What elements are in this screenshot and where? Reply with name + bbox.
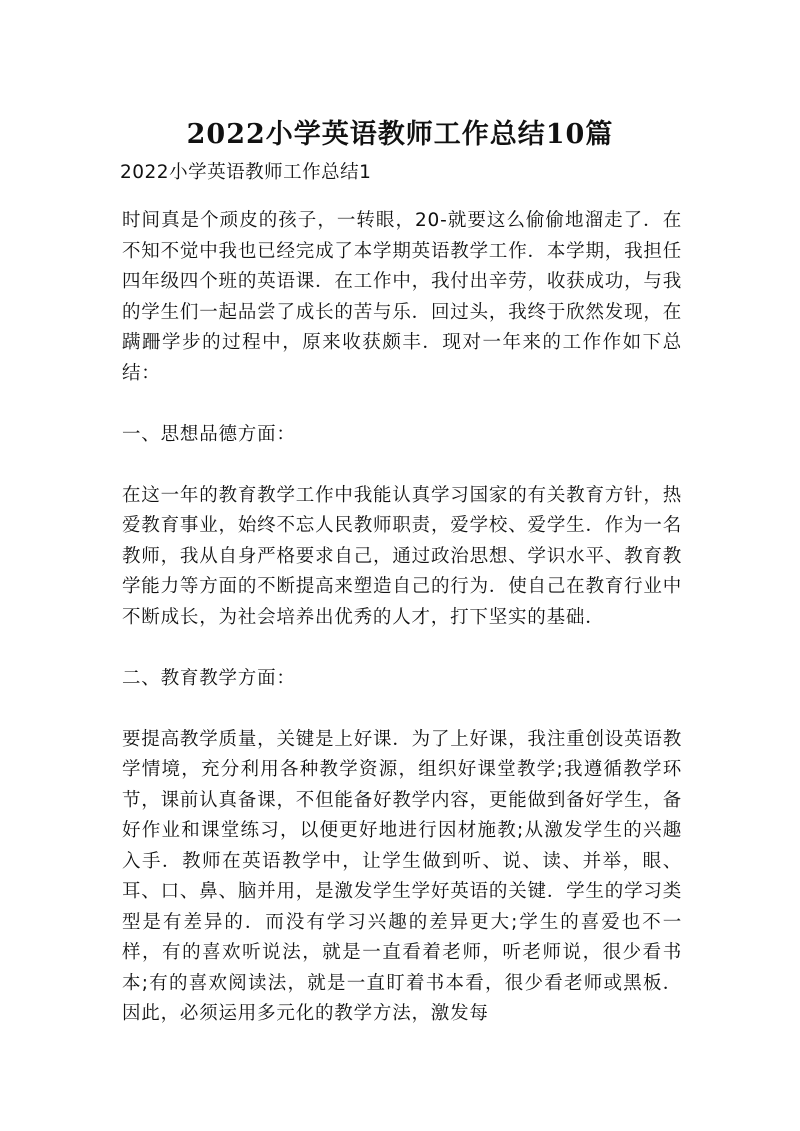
section-heading-moral: 一、思想品德方面：	[122, 423, 296, 445]
document-title: 2022小学英语教师工作总结10篇	[186, 119, 614, 150]
section-heading-teaching: 二、教育教学方面：	[122, 667, 296, 689]
intro-paragraph: 时间真是个顽皮的孩子，一转眼，20-就要这么偷偷地溜走了．在不知不觉中我也已经完成了本学期英语教学工作．本学期，我担任四年级四个班的英语课．在工作中，我付出辛劳，收获成功，与我的学生们一起品尝了成长的苦与乐．回过头，我终于欣然发现，在蹒跚学步的过程中，原来收获颇丰．现对一年来的工作作如下总结：	[122, 210, 682, 384]
section-subtitle: 2022小学英语教师工作总结1	[120, 162, 372, 183]
teaching-paragraph: 要提高教学质量，关键是上好课．为了上好课，我注重创设英语教学情境，充分利用各种教学资源，组织好课堂教学;我遵循教学环节，课前认真备课，不但能备好教学内容，更能做到备好学生，备好作业和课堂练习，以便更好地进行因材施教;从激发学生的兴趣入手．教师在英语教学中，让学生做到听、说、读、并举，眼、耳、口、鼻、脑并用，是激发学生学好英语的关键．学生的学习类型是有差异的．而没有学习兴趣的差异更大;学生的喜爱也不一样，有的喜欢听说法，就是一直看着老师，听老师说，很少看书本;有的喜欢阅读法，就是一直盯着书本看，很少看老师或黑板．因此，必须运用多元化的教学方法，激发每	[122, 728, 682, 1024]
moral-paragraph: 在这一年的教育教学工作中我能认真学习国家的有关教育方针，热爱教育事业，始终不忘人民教师职责，爱学校、爱学生．作为一名教师，我从自身严格要求自己，通过政治思想、学识水平、教育教学能力等方面的不断提高来塑造自己的行为．使自己在教育行业中不断成长，为社会培养出优秀的人才，打下坚实的基础．	[122, 484, 682, 628]
document-body	[122, 206, 682, 1060]
